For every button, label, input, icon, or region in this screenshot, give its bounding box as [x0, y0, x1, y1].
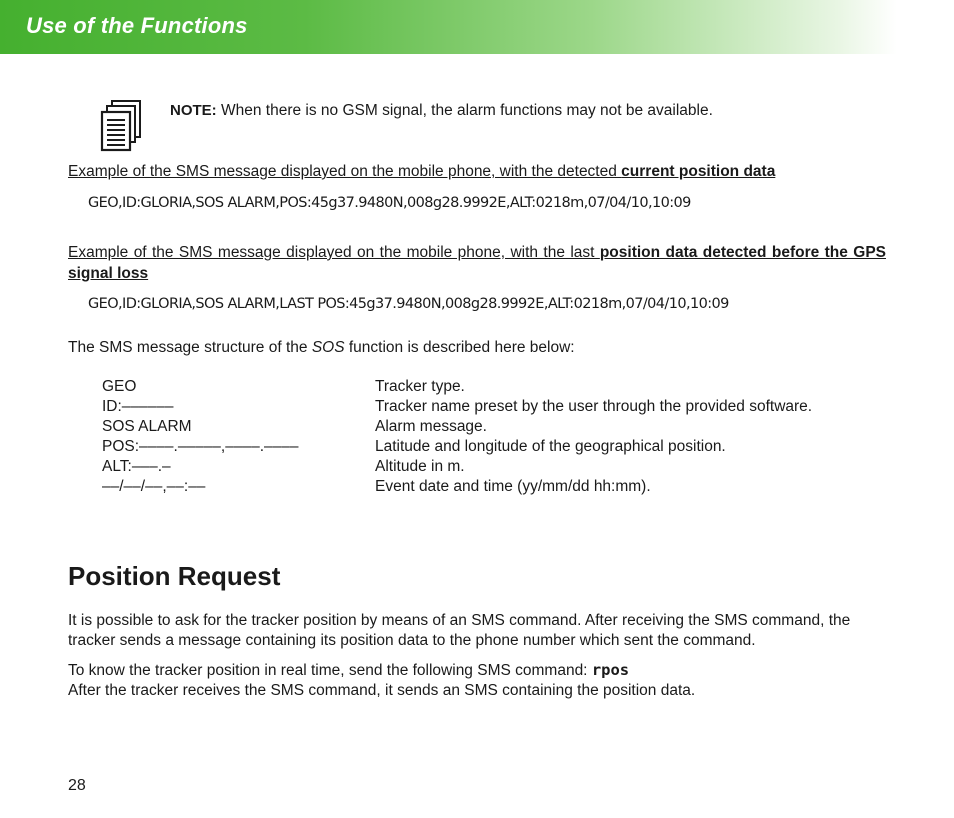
- paragraph-intro: It is possible to ask for the tracker position by means of an SMS command. After receiving the SMS command, the tracker sends a message containing its position data to the phone number which sent the command.: [68, 612, 851, 649]
- page-number: 28: [68, 777, 86, 794]
- example2-strong: position data detected before the GPS signal loss: [68, 244, 886, 282]
- header-title: Use of the Functions: [26, 13, 248, 38]
- example2-text: Example of the SMS message displayed on the mobile phone, with the last: [68, 244, 600, 261]
- intro-text: The SMS message structure of the: [68, 339, 312, 356]
- sms-command: rpos: [591, 661, 630, 679]
- sms-example-current: GEO,ID:GLORIA,SOS ALARM,POS:45g37.9480N,008g28.9992E,ALT:0218m,07/04/10,10:09: [88, 195, 691, 211]
- example-last-position: [68, 242, 886, 284]
- note-label: NOTE:: [170, 102, 217, 119]
- field-key: ALT:–––.–: [102, 458, 171, 475]
- sms-example-last: GEO,ID:GLORIA,SOS ALARM,LAST POS:45g37.9480N,008g28.9992E,ALT:0218m,07/04/10,10:09: [88, 296, 729, 312]
- example-current-position: [68, 161, 886, 182]
- field-desc: Event date and time (yy/mm/dd hh:mm).: [375, 478, 651, 495]
- paragraph-command: [68, 660, 898, 701]
- example1-text: Example of the SMS message displayed on the mobile phone, with the detected: [68, 163, 622, 180]
- document-stack-icon: [100, 100, 142, 152]
- field-desc: Tracker name preset by the user through the provided software.: [375, 398, 813, 415]
- section-header: [0, 0, 954, 54]
- section-title: Position Request: [68, 561, 281, 591]
- field-desc: Latitude and longitude of the geographical position.: [375, 438, 726, 455]
- field-key: GEO: [102, 378, 137, 395]
- intro-sos: SOS: [311, 339, 345, 356]
- note: [170, 102, 890, 120]
- command-result-text: After the tracker receives the SMS command, it sends an SMS containing the position data.: [68, 682, 696, 699]
- example1-strong: current position data: [621, 163, 776, 180]
- field-desc: Alarm message.: [375, 418, 487, 435]
- structure-intro: [68, 339, 575, 357]
- intro-text-end: function is described here below:: [344, 339, 575, 356]
- field-key: ID:––––––: [102, 398, 174, 415]
- note-text: When there is no GSM signal, the alarm functions may not be available.: [216, 102, 713, 119]
- field-desc: Altitude in m.: [375, 458, 465, 475]
- field-desc: Tracker type.: [375, 378, 465, 395]
- field-key: POS:––––.–––––,––––.––––: [102, 438, 299, 455]
- command-text: To know the tracker position in real time, send the following SMS command:: [68, 662, 592, 679]
- field-key: ––/––/––,––:––: [102, 478, 206, 495]
- field-key: SOS ALARM: [102, 418, 192, 435]
